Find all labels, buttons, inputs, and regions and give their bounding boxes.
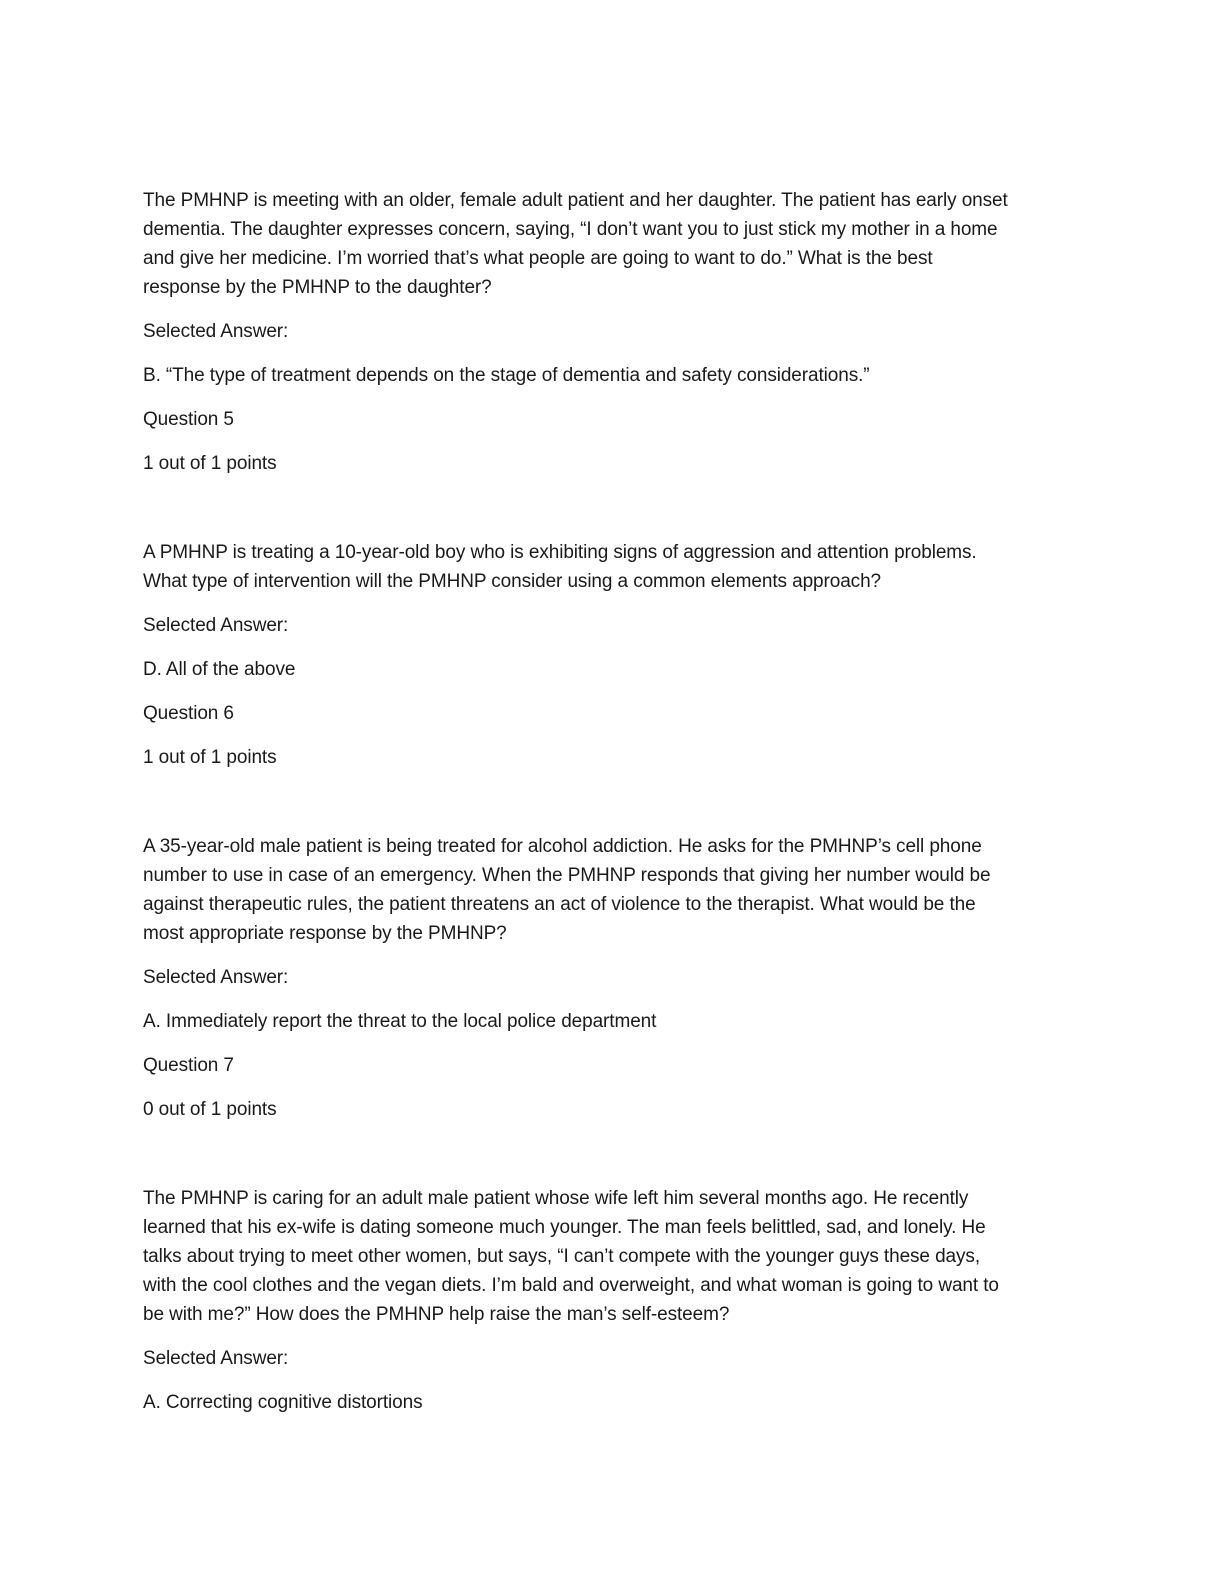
question-6-line: most appropriate response by the PMHNP? (143, 923, 507, 944)
question-5-points: 1 out of 1 points (143, 453, 277, 474)
document-page (143, 186, 1083, 1417)
question-7-line: talks about trying to meet other women, but says, “I can’t compete with the younger guys these days, (143, 1246, 980, 1267)
question-7-text (143, 1184, 1083, 1329)
question-6-points: 1 out of 1 points (143, 747, 277, 768)
question-7-line: learned that his ex-wife is dating someone much younger. The man feels belittled, sad, and lonely. He (143, 1217, 986, 1238)
selected-answer: D. All of the above (143, 659, 296, 680)
question-6-line: against therapeutic rules, the patient threatens an act of violence to the therapist. What would be the (143, 894, 976, 915)
question-7-line: with the cool clothes and the vegan diets. I’m bald and overweight, and what woman is going to want to (143, 1275, 999, 1296)
question-6-text (143, 832, 1083, 948)
question-4-text (143, 186, 1083, 302)
selected-answer: A. Immediately report the threat to the local police department (143, 1011, 657, 1032)
question-6-line: number to use in case of an emergency. When the PMHNP responds that giving her number would be (143, 865, 991, 886)
question-6-line: A 35-year-old male patient is being treated for alcohol addiction. He asks for the PMHNP’s cell phone (143, 836, 982, 857)
question-6-title: Question 6 (143, 703, 234, 724)
question-4-line: and give her medicine. I’m worried that’s what people are going to want to do.” What is the best (143, 248, 933, 269)
question-5-line: A PMHNP is treating a 10-year-old boy who is exhibiting signs of aggression and attention problems. (143, 542, 977, 563)
question-5-title: Question 5 (143, 409, 234, 430)
question-4-line: response by the PMHNP to the daughter? (143, 277, 492, 298)
question-7-line: The PMHNP is caring for an adult male patient whose wife left him several months ago. He recently (143, 1188, 969, 1209)
question-5-line: What type of intervention will the PMHNP consider using a common elements approach? (143, 571, 881, 592)
question-4-line: The PMHNP is meeting with an older, female adult patient and her daughter. The patient has early onset (143, 190, 1008, 211)
selected-answer-label: Selected Answer: (143, 321, 289, 342)
question-7-line: be with me?” How does the PMHNP help raise the man’s self-esteem? (143, 1304, 730, 1325)
question-4-line: dementia. The daughter expresses concern, saying, “I don’t want you to just stick my mother in a home (143, 219, 998, 240)
selected-answer-label: Selected Answer: (143, 1348, 289, 1369)
question-7-title: Question 7 (143, 1055, 234, 1076)
selected-answer: A. Correcting cognitive distortions (143, 1392, 423, 1413)
selected-answer-label: Selected Answer: (143, 967, 289, 988)
question-5-text (143, 538, 1083, 596)
selected-answer: B. “The type of treatment depends on the stage of dementia and safety considerations.” (143, 365, 870, 386)
selected-answer-label: Selected Answer: (143, 615, 289, 636)
question-7-points: 0 out of 1 points (143, 1099, 277, 1120)
